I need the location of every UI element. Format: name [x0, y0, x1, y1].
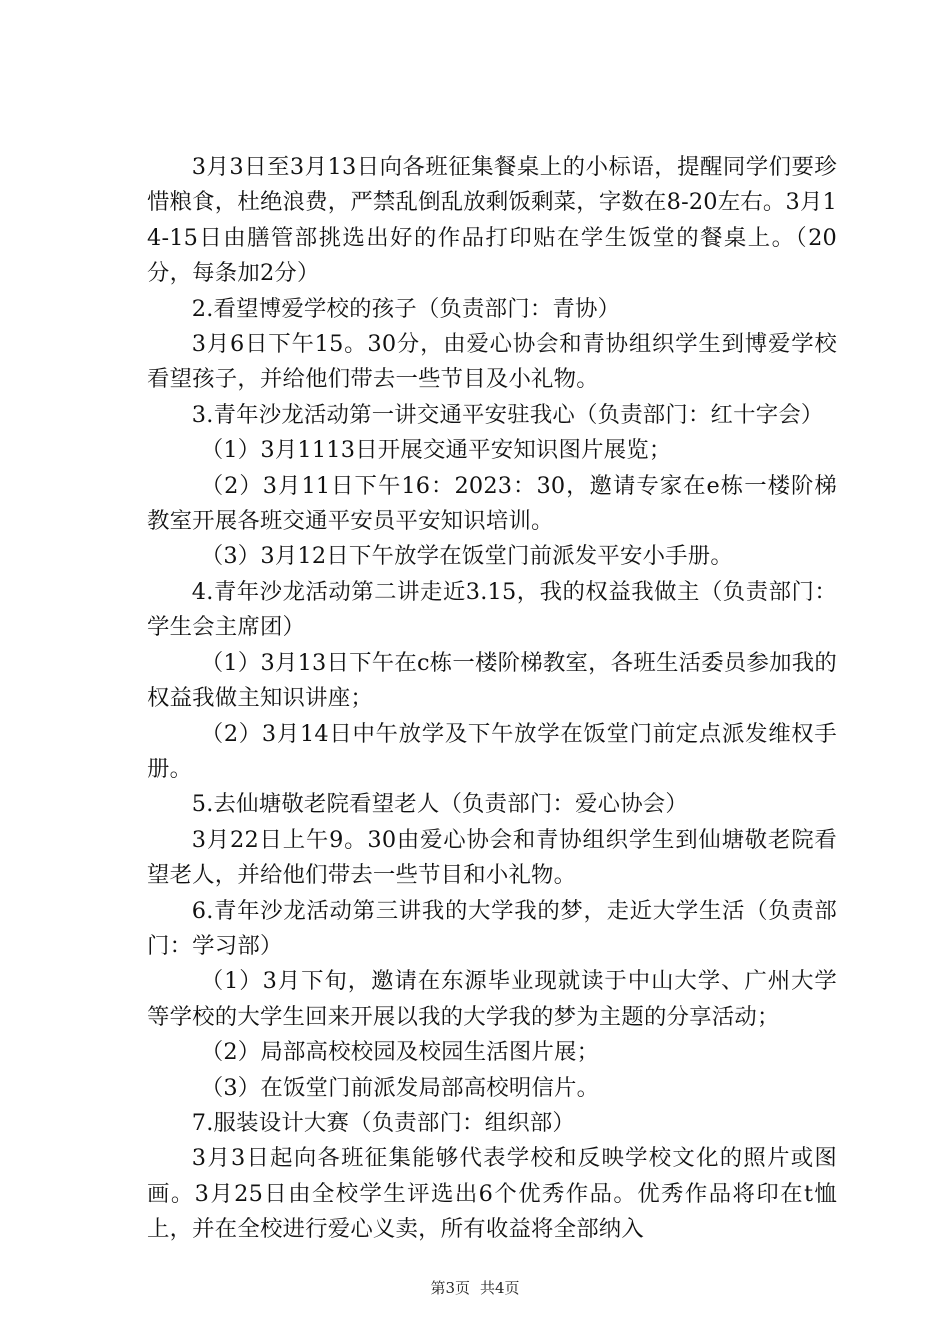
heading-clothing-design-contest: 7.服装设计大赛（负责部门：组织部） [191, 1109, 576, 1136]
paragraph-clothing-contest-details: 3月3日起向各班征集能够代表学校和反映学校文化的照片或图画。3月25日由全校学生评选出6个优秀作品。优秀作品将印在t恤上，并在全校进行爱心义卖，所有收益将全部纳入 [147, 1145, 837, 1243]
heading-visit-boai-school: 2.看望博爱学校的孩子（负责部门：青协） [191, 295, 621, 322]
list-item-rights-handbook: （2）3月14日中午放学及下午放学在饭堂门前定点派发维权手册。 [147, 720, 837, 782]
list-item-safety-handbook: （3）3月12日下午放学在饭堂门前派发平安小手册。 [200, 543, 733, 570]
paragraph-nursing-home-details: 3月22日上午9。30由爱心协会和青协组织学生到仙塘敬老院看望老人，并给他们带去一些节目和小礼物。 [147, 826, 837, 889]
heading-salon-lecture-2: 4.青年沙龙活动第二讲走近3.15，我的权益我做主（负责部门：学生会主席团） [147, 578, 837, 641]
list-item-campus-photo-exhibition: （2）局部高校校园及校园生活图片展； [200, 1039, 600, 1066]
list-item-traffic-exhibition: （1）3月1113日开展交通平安知识图片展览； [200, 437, 672, 464]
heading-salon-lecture-1: 3.青年沙龙活动第一讲交通平安驻我心（负责部门：红十字会） [191, 401, 824, 428]
page-number-current: 第3页 [430, 1279, 470, 1297]
page-number-total: 共4页 [480, 1279, 520, 1297]
document-body [147, 150, 837, 1248]
list-item-traffic-training: （2）3月11日下午16：2023：30，邀请专家在e栋一楼阶梯教室开展各班交通平安员平安知识培训。 [147, 472, 837, 535]
list-item-rights-lecture: （1）3月13日下午在c栋一楼阶梯教室，各班生活委员参加我的权益我做主知识讲座； [147, 649, 837, 712]
list-item-postcards: （3）在饭堂门前派发局部高校明信片。 [200, 1074, 600, 1101]
list-item-university-sharing: （1）3月下旬，邀请在东源毕业现就读于中山大学、广州大学等学校的大学生回来开展以我的大学我的梦为主题的分享活动； [147, 968, 837, 1030]
paragraph-slogan-collection: 3月3日至3月13日向各班征集餐桌上的小标语，提醒同学们要珍惜粮食，杜绝浪费，严禁乱倒乱放剩饭剩菜，字数在8-20左右。3月14-15日由膳管部挑选出好的作品打印贴在学生饭堂的餐桌上。（20分，每条加2分） [147, 154, 837, 287]
heading-visit-nursing-home: 5.去仙塘敬老院看望老人（负责部门：爱心协会） [191, 791, 688, 818]
heading-salon-lecture-3: 6.青年沙龙活动第三讲我的大学我的梦，走近大学生活（负责部门：学习部） [147, 897, 837, 959]
page-footer [0, 1277, 950, 1298]
paragraph-visit-boai-details: 3月6日下午15。30分，由爱心协会和青协组织学生到博爱学校看望孩子，并给他们带去一些节目及小礼物。 [147, 331, 837, 393]
